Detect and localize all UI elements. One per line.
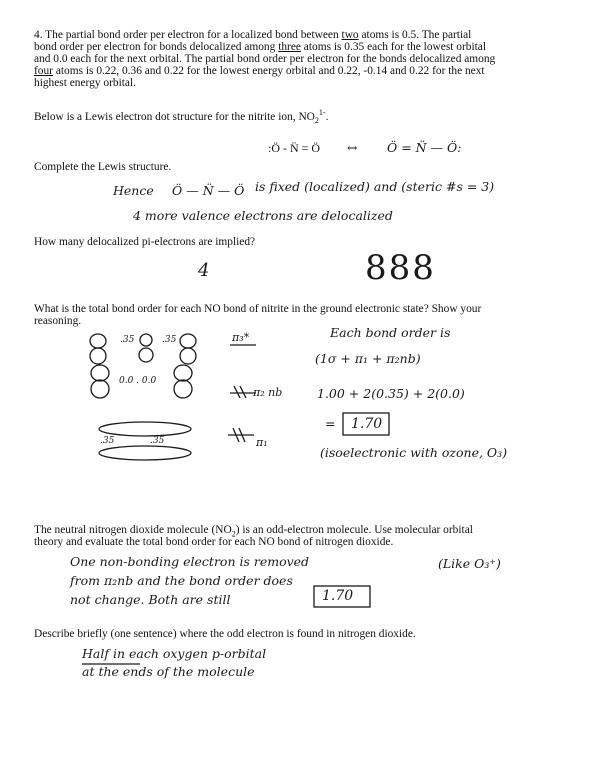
- hw-orb1-right: .35: [162, 335, 177, 345]
- hw-no2-answer: 1.70: [322, 588, 354, 604]
- hw-no2-3: not change. Both are still: [70, 592, 231, 607]
- hw-no2-like: (Like O₃⁺): [438, 556, 501, 571]
- hw-no2-2: from π₂nb and the bond order does: [70, 573, 293, 588]
- q4-line-4: four atoms is 0.22, 0.36 and 0.22 for the lowest energy orbital and 0.22, -0.14 and 0.22 for the next: [34, 65, 485, 77]
- q4-line-5: highest energy orbital.: [34, 77, 136, 89]
- bond-question-2: reasoning.: [34, 315, 82, 327]
- hw-describe-2: at the ends of the molecule: [82, 664, 255, 679]
- hw-pi1: π₁: [256, 436, 268, 449]
- hw-pi2-nb: π₂ nb: [253, 386, 283, 399]
- q4-line-3: and 0.0 each for the next orbital. The partial bond order per electron for the bonds delocalized among: [34, 53, 496, 65]
- no2-question-2: theory and evaluate the total bond order for each NO bond of nitrogen dioxide.: [34, 536, 394, 548]
- hw-fixed-text: is fixed (localized) and (steric #s = 3): [255, 179, 495, 194]
- hw-orb3-left: .35: [100, 436, 115, 446]
- hw-bond-calc: 1.00 + 2(0.35) + 2(0.0): [317, 386, 465, 401]
- hw-describe-1: Half in each oxygen p-orbital: [82, 646, 267, 661]
- q4-line-1: 4. The partial bond order per electron for a localized bond between two atoms is 0.5. The partial: [34, 29, 472, 41]
- describe-question: Describe briefly (one sentence) where the odd electron is found in nitrogen dioxide.: [34, 628, 416, 640]
- hw-no2-1: One non-bonding electron is removed: [70, 554, 310, 569]
- hw-each-bond: Each bond order is: [330, 325, 451, 340]
- hw-pi3-star: π₃*: [232, 331, 250, 344]
- complete-prompt: Complete the Lewis structure.: [34, 161, 172, 173]
- hw-resonance-structure: Ö = N̈ — Ö:: [387, 140, 462, 155]
- hw-delocalized-text: 4 more valence electrons are delocalized: [133, 208, 393, 223]
- bond-question-1: What is the total bond order for each NO bond of nitrite in the ground electronic state? Show your: [34, 303, 482, 315]
- q4-line-2: bond order per electron for bonds delocalized among three atoms is 0.35 each for the lowest orbital: [34, 41, 487, 53]
- hw-bond-sum: (1σ + π₁ + π₂nb): [315, 351, 421, 366]
- resonance-arrow: ↔: [347, 140, 358, 155]
- hw-orb1-left: .35: [120, 335, 135, 345]
- hw-isoelectronic: (isoelectronic with ozone, O₃): [320, 445, 508, 460]
- hw-888: 888: [365, 248, 436, 288]
- printed-lewis-structure: :Ö - N̈ = Ö: [268, 141, 321, 155]
- hw-bond-answer: 1.70: [351, 416, 383, 432]
- hw-orb3-right: .35: [150, 436, 165, 446]
- hw-orb2: 0.0 . 0.0: [119, 376, 157, 386]
- hw-pi-answer: 4: [198, 260, 210, 281]
- hw-hence: Hence: [113, 183, 154, 198]
- lewis-intro: Below is a Lewis electron dot structure for the nitrite ion, $NO_2^{1-}$.: [34, 108, 329, 126]
- pi-question: How many delocalized pi-electrons are implied?: [34, 236, 256, 248]
- hw-localized-structure: Ö — N̈ — Ö: [172, 183, 245, 198]
- hw-equals: =: [325, 416, 336, 431]
- no2-question-1: The neutral nitrogen dioxide molecule $(NO_2)$ is an odd-electron molecule. Use molecular orbital: [34, 524, 473, 539]
